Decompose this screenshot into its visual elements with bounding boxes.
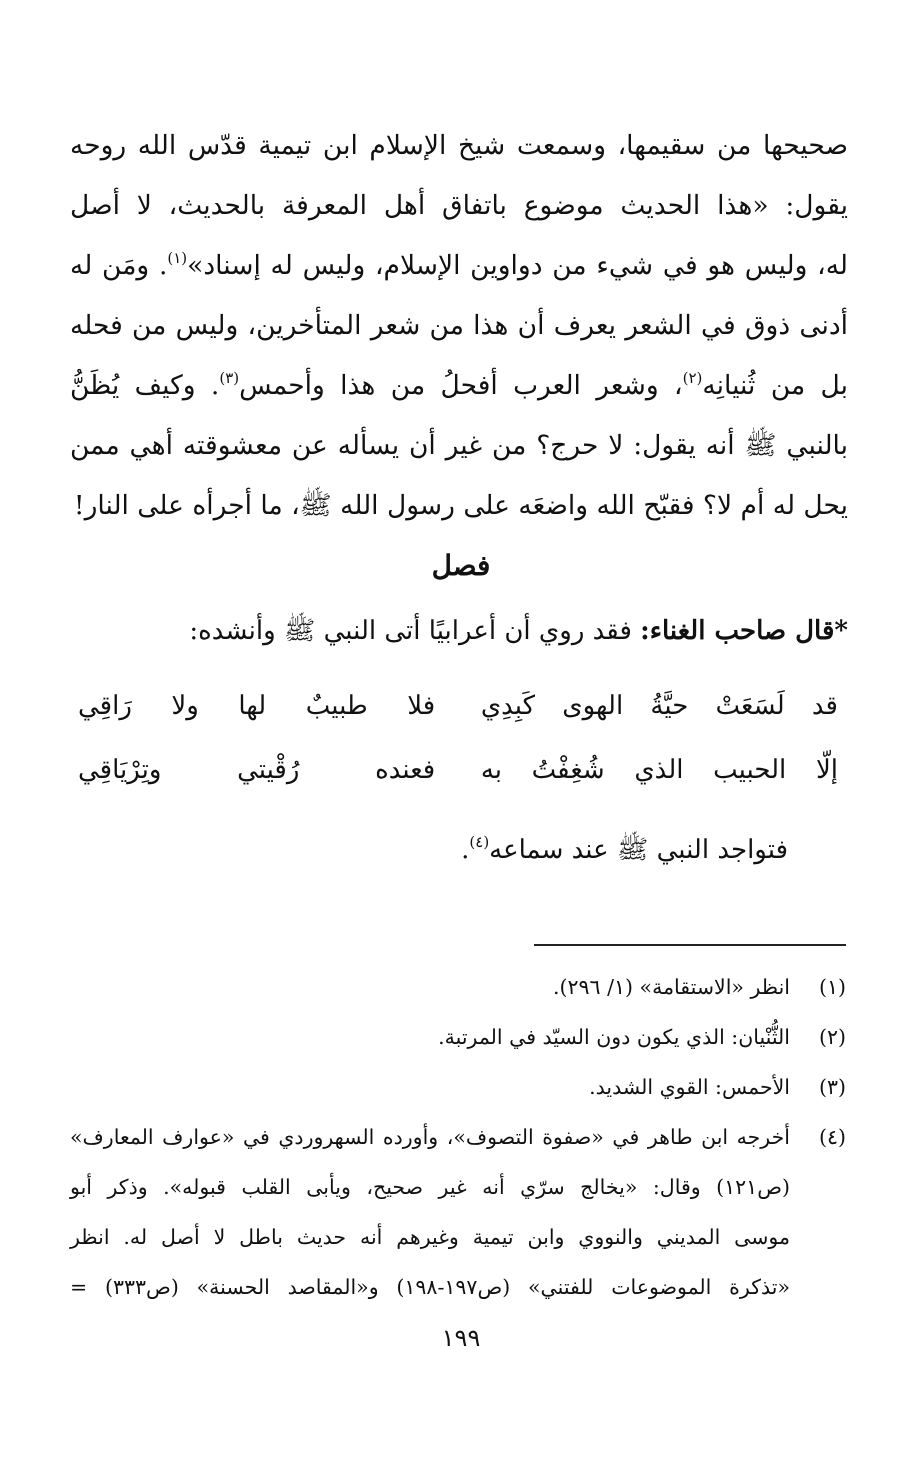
footnote-number: (٣) xyxy=(818,1075,846,1099)
after-poem-text: فتواجد النبي ﷺ عند سماعه xyxy=(489,835,788,865)
paragraph-line-5 xyxy=(70,356,848,416)
footnotes xyxy=(70,962,846,1312)
after-poem-line xyxy=(70,820,788,880)
footnote-line: (ص١٢١) وقال: «يخالج سرّي أنه غير صحيح، ويأبى القلب قبوله». وذكر أبو xyxy=(70,1175,790,1199)
footnote-line: موسى المديني والنووي وابن تيمية وغيرهم أنه حديث باطل لا أصل له. انظر xyxy=(70,1225,790,1249)
poem-second-hemistich: فلا طبيبٌ لها ولا رَاقِي xyxy=(78,691,436,721)
footnote-line: «تذكرة الموضوعات للفتني» (ص١٩٧-١٩٨) و«المقاصد الحسنة» (ص٣٣٣) = xyxy=(70,1275,790,1299)
paragraph-line-5-start: بل من ثُنيانِه xyxy=(702,370,849,401)
footnote-line: انظر «الاستقامة» (١/ ٢٩٦). xyxy=(553,975,790,999)
poem-second-hemistich: فعنده رُقْيتي وتِرْيَاقِي xyxy=(78,755,436,785)
footnote-body xyxy=(70,1112,790,1312)
footnote-4 xyxy=(70,1112,846,1312)
footnote-line: أخرجه ابن طاهر في «صفوة التصوف»، وأورده السهروردي في «عوارف المعارف» xyxy=(70,1125,790,1149)
paragraph-line-2: يقول: «هذا الحديث موضوع باتفاق أهل المعرفة بالحديث، لا أصل xyxy=(70,190,848,221)
intro-marker: * xyxy=(834,616,848,646)
section-intro xyxy=(70,604,848,658)
intro-bold-label: قال صاحب الغناء: xyxy=(640,616,835,646)
intro-text: فقد روي أن أعرابيًا أتى النبي ﷺ وأنشده: xyxy=(189,616,641,646)
paragraph-line-3 xyxy=(70,236,848,296)
paragraph-line-4: أدنى ذوق في الشعر يعرف أن هذا من شعر المتأخرين، وليس من فحله xyxy=(70,310,848,341)
poem xyxy=(78,674,838,802)
poem-first-hemistich: إلّا الحبيب الذي شُغِفْتُ به xyxy=(480,755,838,785)
paragraph-line-5-end: . وكيف يُظَنُّ xyxy=(70,370,220,401)
footnote-line: الثُّنْيان: الذي يكون دون السيّد في المرتبة. xyxy=(438,1025,790,1049)
poem-verse xyxy=(78,738,838,802)
paragraph-line-1: صحيحها من سقيمها، وسمعت شيخ الإسلام ابن تيمية قدّس الله روحه xyxy=(70,130,848,161)
after-poem-period: . xyxy=(461,835,470,865)
footnote-line: الأحمس: القوي الشديد. xyxy=(589,1075,790,1099)
section-heading: فصل xyxy=(431,549,491,582)
main-paragraph xyxy=(70,116,848,536)
footnote-body xyxy=(70,962,790,1012)
footnote-ref-3[interactable]: (٣) xyxy=(219,369,240,387)
footnote-2 xyxy=(70,1012,846,1062)
paragraph-line-7: يحل له أم لا؟ فقبّح الله واضعَه على رسول الله ﷺ، ما أجرأه على النار! xyxy=(73,490,848,521)
footnote-body xyxy=(70,1012,790,1062)
footnote-3 xyxy=(70,1062,846,1112)
poem-verse xyxy=(78,674,838,738)
footnote-number: (٢) xyxy=(818,1025,846,1049)
footnote-body xyxy=(70,1062,790,1112)
paragraph-line-6: بالنبي ﷺ أنه يقول: لا حرج؟ من غير أن يسأله عن معشوقته أهي ممن xyxy=(70,430,848,461)
page-number: ١٩٩ xyxy=(441,1324,481,1352)
poem-first-hemistich: قد لَسَعَتْ حيَّةُ الهوى كَبِدِي xyxy=(480,691,838,721)
footnote-number: (١) xyxy=(818,975,846,999)
footnote-number: (٤) xyxy=(818,1125,846,1149)
footnote-1 xyxy=(70,962,846,1012)
footnote-divider xyxy=(534,944,846,946)
paragraph-line-5-middle: ، وشعر العرب أفحلُ من هذا وأحمس xyxy=(239,370,683,401)
footnote-ref-2[interactable]: (٢) xyxy=(682,369,703,387)
paragraph-line-3-text: له، وليس هو في شيء من دواوين الإسلام، وليس له إسناد» xyxy=(187,250,849,281)
footnote-ref-1[interactable]: (١) xyxy=(167,249,188,267)
footnote-ref-4[interactable]: (٤) xyxy=(469,833,490,851)
paragraph-line-3-end: . ومَن له xyxy=(70,250,168,281)
